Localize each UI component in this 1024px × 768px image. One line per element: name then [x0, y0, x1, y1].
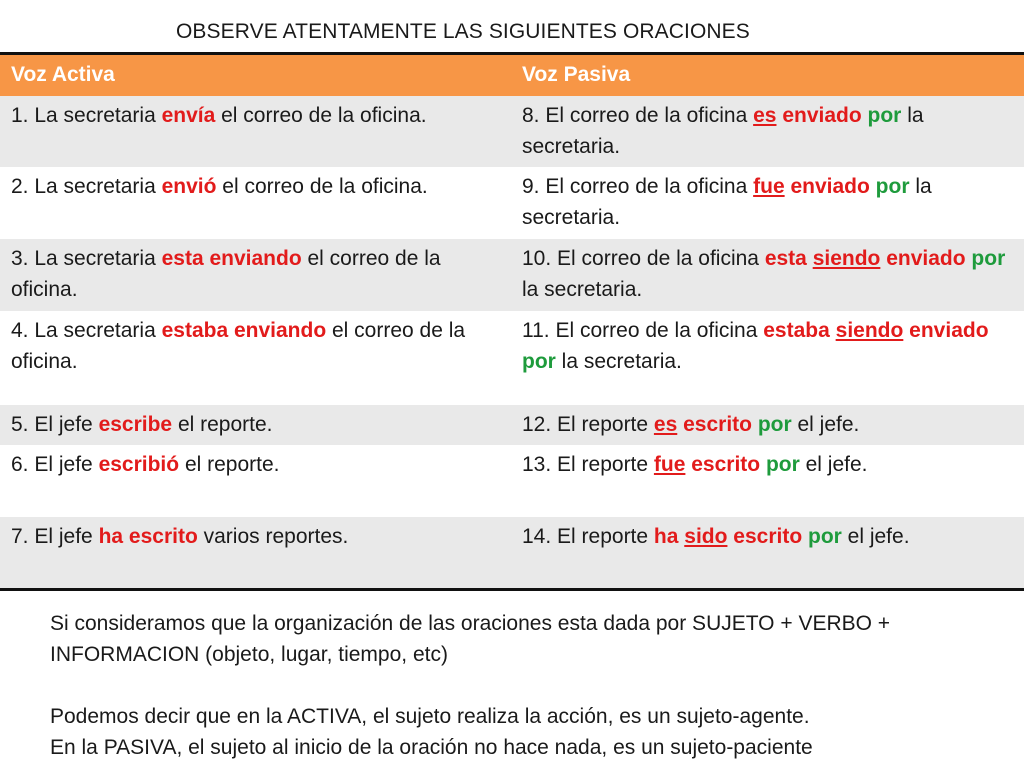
page-title: OBSERVE ATENTAMENTE LAS SIGUIENTES ORACIONES — [176, 20, 750, 43]
active-verb: escribió — [98, 453, 180, 476]
active-verb: envió — [161, 175, 217, 198]
passive-participle: escrito — [691, 453, 761, 476]
header-passive-voice: Voz Pasiva — [522, 63, 631, 86]
passive-sentence: 9. El correo de la oficina fue enviado por la secretaria. — [522, 175, 932, 229]
active-sentence: 6. El jefe escribió el reporte. — [11, 453, 280, 476]
passive-pre-auxiliary: estaba — [763, 319, 830, 342]
passive-participle: escrito — [683, 413, 752, 436]
passive-auxiliary: es — [753, 104, 777, 127]
passive-sentence: 13. El reporte fue escrito por el jefe. — [522, 453, 868, 476]
passive-auxiliary: siendo — [812, 247, 881, 270]
table-row — [0, 445, 1024, 517]
passive-sentence: 8. El correo de la oficina es enviado por la secretaria. — [522, 104, 924, 158]
passive-sentence: 12. El reporte es escrito por el jefe. — [522, 413, 860, 436]
header-active-voice: Voz Activa — [11, 63, 115, 86]
active-sentence: 7. El jefe ha escrito varios reportes. — [11, 525, 349, 548]
note-spacer — [50, 670, 1010, 701]
explanation-notes — [50, 608, 1010, 763]
passive-participle: enviado — [909, 319, 989, 342]
note-passive: En la PASIVA, el sujeto al inicio de la oración no hace nada, es un sujeto-paciente — [50, 736, 813, 759]
table-row — [0, 311, 1024, 405]
active-sentence: 1. La secretaria envía el correo de la oficina. — [11, 104, 427, 127]
table-row — [0, 167, 1024, 239]
agent-por: por — [875, 175, 910, 198]
passive-participle: enviado — [782, 104, 862, 127]
agent-por: por — [971, 247, 1006, 270]
agent-por: por — [757, 413, 792, 436]
passive-participle: escrito — [733, 525, 803, 548]
passive-auxiliary: sido — [684, 525, 728, 548]
passive-sentence: 14. El reporte ha sido escrito por el jefe. — [522, 525, 910, 548]
passive-auxiliary: siendo — [835, 319, 904, 342]
agent-por: por — [765, 453, 800, 476]
passive-sentence: 11. El correo de la oficina estaba siendo enviado por la secretaria. — [522, 319, 989, 373]
note-active: Podemos decir que en la ACTIVA, el sujeto realiza la acción, es un sujeto-agente. — [50, 705, 810, 728]
passive-pre-auxiliary: ha — [653, 525, 679, 548]
agent-por: por — [808, 525, 842, 548]
table-row — [0, 96, 1024, 167]
active-verb: esta enviando — [161, 247, 302, 270]
passive-auxiliary: fue — [753, 175, 785, 198]
note-structure: Si consideramos que la organización de las oraciones esta dada por SUJETO + VERBO + INFORMACION (objeto, lugar, tiempo, etc) — [50, 612, 891, 666]
passive-auxiliary: es — [653, 413, 678, 436]
agent-por: por — [867, 104, 902, 127]
active-verb: escribe — [98, 413, 173, 436]
active-sentence: 2. La secretaria envió el correo de la oficina. — [11, 175, 428, 198]
active-verb: ha escrito — [98, 525, 198, 548]
table-row — [0, 517, 1024, 588]
passive-participle: enviado — [886, 247, 966, 270]
passive-participle: enviado — [790, 175, 870, 198]
passive-sentence: 10. El correo de la oficina esta siendo enviado por la secretaria. — [522, 247, 1006, 301]
passive-pre-auxiliary: esta — [764, 247, 807, 270]
active-sentence: 3. La secretaria esta enviando el correo de la oficina. — [11, 247, 441, 301]
active-sentence: 5. El jefe escribe el reporte. — [11, 413, 273, 436]
table-row — [0, 239, 1024, 311]
agent-por: por — [522, 350, 556, 373]
active-verb: envía — [161, 104, 216, 127]
table-header-row — [0, 55, 1024, 96]
table-row — [0, 405, 1024, 445]
voice-table — [0, 52, 1024, 591]
active-verb: estaba enviando — [161, 319, 327, 342]
active-sentence: 4. La secretaria estaba enviando el correo de la oficina. — [11, 319, 466, 373]
passive-auxiliary: fue — [653, 453, 686, 476]
